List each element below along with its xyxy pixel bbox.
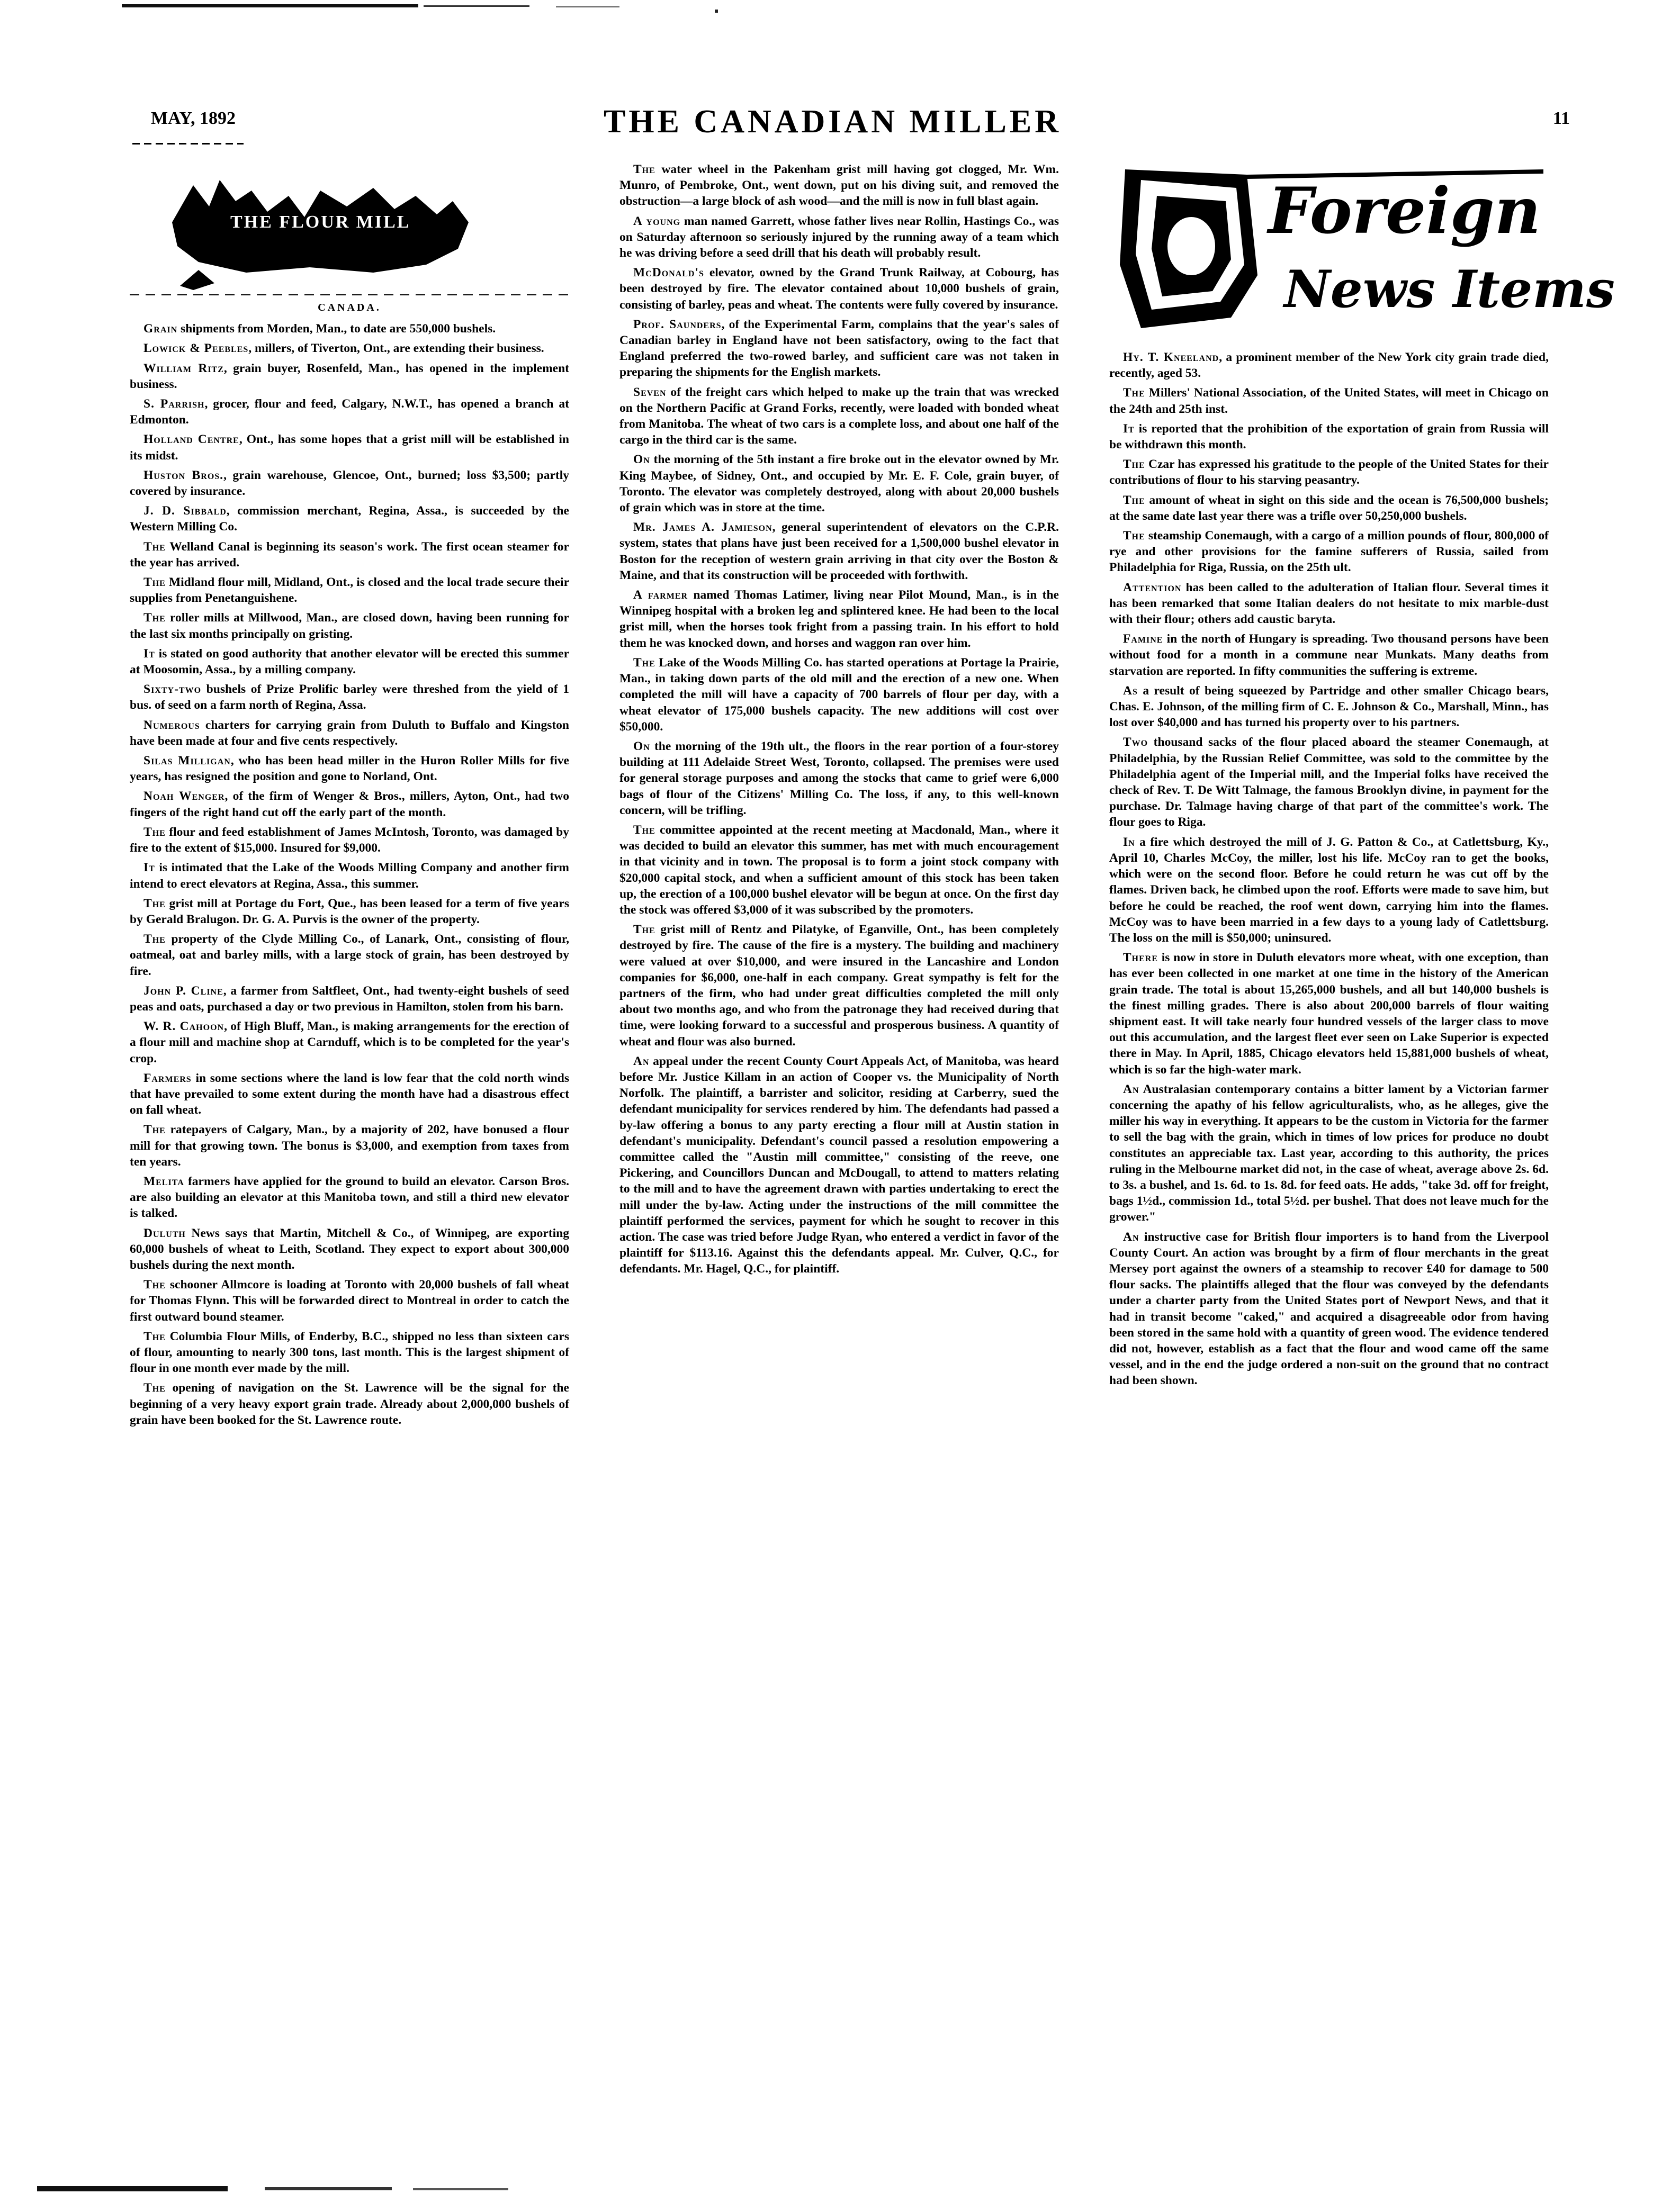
news-item <box>1109 834 1549 946</box>
news-item <box>130 467 569 499</box>
news-item-text: thousand sacks of the flour placed aboard the steamer Conemaugh, at Philadelphia, by the Russian Relief Committee, was sold to the committee by the Philadelphia agent of the Imperial mill, and the Imperial folks have received the check of Rev. T. De Witt Talmage, the famous Brooklyn divine, in payment for the purchase. Dr. Talmage having charge of that part of the committee's work. The flour goes to Riga. <box>1109 735 1549 829</box>
news-item <box>1109 631 1549 679</box>
news-item <box>130 1018 569 1067</box>
news-item-lead: Duluth <box>143 1226 186 1240</box>
svg-text:Foreign: Foreign <box>1268 174 1541 248</box>
news-item-lead: The <box>143 1381 166 1395</box>
news-item-text: , commission merchant, Regina, Assa., is succeeded by the Western Milling Co. <box>130 504 569 534</box>
flour-mill-logo <box>130 159 569 291</box>
news-item-lead: In <box>1123 835 1135 849</box>
news-item <box>1109 580 1549 628</box>
news-item-lead: The <box>143 611 166 625</box>
news-item <box>1109 950 1549 1078</box>
news-item-lead: Grain <box>143 322 178 336</box>
scan-noise-top <box>0 0 1653 21</box>
news-item-text: Midland flour mill, Midland, Ont., is closed and the local trade secure their supplies from Penetanguishene. <box>130 575 569 606</box>
news-item <box>130 717 569 749</box>
news-item-text: instructive case for British flour importers is to hand from the Liverpool County Court. An action was brought by a firm of flour merchants in the great Mersey port against the owners of a steamship to recover £40 for damage to 500 flour sacks. The plaintiffs alleged that the flour was conveyed by the defendants under a charter party from the United States port of Newport News, and that it had in transit become "caked," and acquired a disagreeable odor from having been stored in the same hold with a quantity of green wood. The evidence tendered did not, however, establish as a fact that the flour and wood came off the same vessel, and in the end the judge ordered a non-suit on the ground that no contract had been shown. <box>1109 1230 1549 1388</box>
news-item <box>130 1380 569 1428</box>
news-item-text: in some sections where the land is low fear that the cold north winds that have prevailed to some extent during the month have had a disastrous effect on fall wheat. <box>130 1071 569 1117</box>
news-item-lead: The <box>1123 457 1145 472</box>
news-item-text: in the north of Hungary is spreading. Two thousand persons have been without food for a month in a commune near Munkats. Many deaths from starvation are reported. In fifty communities the suffering is extreme. <box>1109 632 1549 678</box>
news-item-lead: There <box>1123 951 1158 965</box>
news-item <box>130 1329 569 1377</box>
news-item-lead: William Ritz <box>143 361 224 375</box>
news-item-text: farmers have applied for the ground to build an elevator. Carson Bros. are also building an elevator at this Manitoba town, and still a third new elevator is talked. <box>130 1174 569 1221</box>
news-item-text: committee appointed at the recent meeting at Macdonald, Man., where it was decided to build an elevator this summer, has met with much encouragement in that vicinity and in town. The proposal is to form a joint stock company with $20,000 capital stock, and when a sufficient amount of this stock has been taken up, the erection of a 100,000 bushel elevator will be begun at once. On the first day the stock was offered $3,000 of it was subscribed by the promoters. <box>619 823 1059 917</box>
news-item-text: grist mill at Portage du Fort, Que., has been leased for a term of five years by Gerald Bralugon. Dr. G. A. Purvis is the owner of the property. <box>130 896 569 926</box>
news-item-lead: Hy. T. Kneeland <box>1123 350 1219 364</box>
news-item <box>1109 1229 1549 1389</box>
news-item-lead: Two <box>1123 735 1148 750</box>
column-3 <box>1109 349 1549 1393</box>
news-item-lead: Melita <box>143 1174 184 1188</box>
news-item <box>619 213 1059 261</box>
news-item-text: Welland Canal is beginning its season's work. The first ocean steamer for the year has arrived. <box>130 539 569 570</box>
news-item <box>130 340 569 356</box>
news-item-lead: Prof. Saunders <box>633 317 722 331</box>
news-item-text: , grain buyer, Rosenfeld, Man., has opened in the implement business. <box>130 361 569 391</box>
news-item-text: is now in store in Duluth elevators more wheat, with one exception, than has ever been collected in one market at one time in the history of the American grain trade. The total is about 15,265,000 bushels, and all but 140,000 bushels is the finest milling grades. There is also about 200,000 barrels of flour waiting shipment east. It will take nearly four hundred vessels of the larger class to move out this accumulation, and the largest fleet ever seen on Lake Superior is expected there in May. In April, 1885, Chicago elevators held 15,881,000 bushels of wheat, which is so far the high-water mark. <box>1109 951 1549 1077</box>
news-item-lead: As <box>1123 683 1138 698</box>
news-item <box>1109 421 1549 453</box>
news-item-lead: It <box>1123 421 1135 436</box>
news-item-text: shipments from Morden, Man., to date are 550,000 bushels. <box>177 322 496 336</box>
news-item-text: , a prominent member of the New York city grain trade died, recently, aged 53. <box>1109 350 1549 381</box>
news-item-text: steamship Conemaugh, with a cargo of a million pounds of flour, 800,000 of rye and other provisions for the famine sufferers of Russia, sailed from Philadelphia for Riga, Russia, on the 25th ult. <box>1109 529 1549 575</box>
news-item-text: water wheel in the Pakenham grist mill having got clogged, Mr. Wm. Munro, of Pembroke, Ont., went down, put on his diving suit, and removed the obstruction—a large block of ash wood—and the mill is now in full blast again. <box>619 162 1059 209</box>
news-item <box>130 1225 569 1274</box>
news-item-lead: Holland Centre <box>143 432 239 447</box>
news-item-lead: The <box>633 655 655 670</box>
news-item-lead: The <box>1123 386 1145 400</box>
news-item-lead: Mr. James A. Jamieson <box>633 520 772 535</box>
news-item <box>1109 1081 1549 1225</box>
foreign-news-logo <box>1109 159 1615 344</box>
news-item-lead: An <box>1123 1230 1139 1244</box>
news-item <box>619 161 1059 210</box>
news-item <box>130 788 569 820</box>
news-item-text: ratepayers of Calgary, Man., by a majority of 202, have bonused a flour mill for that growing town. The bonus is $3,000, and exemption from taxes from ten years. <box>130 1123 569 1169</box>
news-item-text: , Ont., has some hopes that a grist mill will be established in its midst. <box>130 432 569 463</box>
news-item <box>130 1070 569 1118</box>
news-item-lead: Attention <box>1123 580 1182 594</box>
news-item-lead: A farmer <box>633 588 688 602</box>
news-item-lead: J. D. Sibbald <box>143 504 227 518</box>
news-item <box>130 646 569 678</box>
news-item-lead: Sixty-two <box>143 682 202 697</box>
news-item-text: named Thomas Latimer, living near Pilot Mound, Man., is in the Winnipeg hospital with a broken leg and splintered knee. He had been to the local grist mill, when the horses took fright from a passing train. In his effort to hold them he was knocked down, and horses and waggon ran over him. <box>619 588 1059 650</box>
news-item <box>619 822 1059 918</box>
masthead-title: THE CANADIAN MILLER <box>604 104 1062 140</box>
news-item <box>1109 349 1549 381</box>
news-item-lead: McDonald's <box>633 266 704 280</box>
news-item-text: , grocer, flour and feed, Calgary, N.W.T., has opened a branch at Edmonton. <box>130 397 569 427</box>
section-rule <box>130 294 569 295</box>
news-item-lead: John P. Cline <box>143 983 223 998</box>
news-item-text: grist mill of Rentz and Pilatyke, of Eganville, Ont., has been completely destroyed by fire. The cause of the fire is a mystery. The building and machinery were valued at over $10,000, and were insured in the Lancashire and London companies for $6,000, one-half in each company. Great sympathy is felt for the partners of the firm, who had under great difficulties completed the mill only about two months ago, and who from the patronage they had received during that time, were looking forward to a successful and prosperous business. A quantity of wheat and flour was also burned. <box>619 923 1059 1049</box>
news-item-text: opening of navigation on the St. Lawrence will be the signal for the beginning of a very heavy export grain trade. Already about 2,000,000 bushels of grain have been booked for the St. Lawrence route. <box>130 1381 569 1427</box>
news-item <box>130 896 569 927</box>
news-item <box>1109 385 1549 417</box>
news-item-text: Lake of the Woods Milling Co. has started operations at Portage la Prairie, Man., in taking down parts of the old mill and the erection of a new one. When completed the mill will have a capacity of 700 barrels of flour per day, with a wheat elevator of 175,000 bushels capacity. The new additions will cost over $50,000. <box>619 655 1059 734</box>
news-item <box>619 452 1059 516</box>
news-item-lead: The <box>143 539 166 554</box>
news-item-text: Australasian contemporary contains a bitter lament by a Victorian farmer concerning the apathy of his fellow agriculturalists, who, as he alleges, give the miller his way in everything. It appears to be the custom in Victoria for the farmer to sell the bag with the grain, which in times of low prices for produce no doubt constitutes an appreciable tax. Last year, according to this authority, the prices ruling in the Melbourne market did not, in the case of wheat, average above 2s. 6d. to 3s. a bushel, and 1s. 6d. to 1s. 8d. for feed oats. He adds, "take 3d. off for freight, bags 1½d., commission 1d., total 5½d. per bushel. That does not leave much for the grower." <box>1109 1082 1549 1224</box>
issue-date: MAY, 1892 <box>151 109 236 128</box>
news-item-lead: On <box>633 739 650 753</box>
foreign-news-illustration-icon <box>1109 159 1615 344</box>
news-item <box>130 610 569 642</box>
news-item-lead: The <box>633 823 655 837</box>
news-item-text: , who has been head miller in the Huron Roller Mills for five years, has resigned the position and gone to Norland, Ont. <box>130 754 569 784</box>
news-item <box>130 860 569 891</box>
news-item-text: , grain warehouse, Glencoe, Ont., burned; loss $3,500; partly covered by insurance. <box>130 468 569 499</box>
news-item <box>130 1173 569 1222</box>
page-header <box>151 103 1570 146</box>
news-item-text: man named Garrett, whose father lives near Rollin, Hastings Co., was on Saturday afternoon so seriously injured by the running away of a team which he was driving before a seed drill that his death will probably result. <box>619 214 1059 260</box>
news-item <box>130 753 569 784</box>
news-item-lead: Numerous <box>143 718 200 732</box>
news-item-text: , of High Bluff, Man., is making arrangements for the erection of a flour mill and machine shop at Carnduff, which is to be completed for the year's crop. <box>130 1019 569 1066</box>
news-item <box>619 655 1059 735</box>
news-item <box>130 360 569 392</box>
news-item-lead: The <box>143 1123 166 1137</box>
news-item-text: the morning of the 5th instant a fire broke out in the elevator owned by Mr. King Maybee, of Sidney, Ont., and occupied by Mr. E. F. Cole, grain buyer, of Toronto. The elevator was completely destroyed, along with about 20,000 bushels of grain which was in store at the time. <box>619 453 1059 515</box>
news-item-lead: It <box>143 646 155 661</box>
news-item-lead: Huston Bros. <box>143 468 224 482</box>
column-2 <box>619 161 1059 1281</box>
news-item-lead: The <box>143 575 166 590</box>
news-item <box>619 587 1059 651</box>
news-item-lead: Silas Milligan <box>143 754 231 768</box>
news-item <box>619 738 1059 818</box>
news-item-lead: Farmers <box>143 1071 192 1085</box>
news-item-text: , a farmer from Saltfleet, Ont., had twenty-eight bushels of seed peas and oats, purchased a day or two previous in Hamilton, stolen from his barn. <box>130 983 569 1014</box>
news-item-text: a fire which destroyed the mill of J. G. Patton & Co., at Catlettsburg, Ky., April 10, Charles McCoy, the miller, lost his life. McCoy ran to get the books, which were on the second floor. Before he could return he was cut off by the flames. Driven back, he climbed upon the roof. Efforts were made to save him, but before he could be reached, the roof went down, carrying him into the flames. McCoy was to have been married in a few days to a young lady of Catlettsburg. The loss on the mill is $50,000; uninsured. <box>1109 835 1549 945</box>
news-item-text: a result of being squeezed by Partridge and other smaller Chicago bears, Chas. E. Johnson, of the milling firm of C. E. Johnson & Co., Marshall, Minn., has lost over $40,000 and has turned his property over to his partners. <box>1109 683 1549 730</box>
news-item-lead: It <box>143 861 155 875</box>
news-item <box>130 824 569 856</box>
news-item <box>130 681 569 713</box>
news-item <box>619 317 1059 381</box>
news-item <box>619 384 1059 448</box>
column-1 <box>130 159 569 1432</box>
news-item-lead: On <box>633 453 650 467</box>
news-item <box>130 983 569 1015</box>
news-item <box>130 503 569 535</box>
news-item-lead: Noah Wenger <box>143 789 225 803</box>
news-item-text: property of the Clyde Milling Co., of Lanark, Ont., consisting of flour, oatmeal, oat and barley mills, with a large stock of grain, has been destroyed by fire. <box>130 932 569 978</box>
news-item-lead: An <box>1123 1082 1139 1096</box>
news-item-lead: An <box>633 1054 650 1068</box>
news-item-text: , general superintendent of elevators on the C.P.R. system, states that plans have just been received for a 1,500,000 bushel elevator in Boston for the reception of western grain arriving in that city over the Boston & Maine, and that its construction will be proceeded with forthwith. <box>619 520 1059 582</box>
news-item-text: elevator, owned by the Grand Trunk Railway, at Cobourg, has been destroyed by fire. The elevator contained about 10,000 bushels of grain, consisting of barley, peas and wheat. The contents were fully covered by insurance. <box>619 266 1059 312</box>
news-item-text: Millers' National Association, of the United States, will meet in Chicago on the 24th and 25th inst. <box>1109 386 1549 416</box>
news-item-text: Columbia Flour Mills, of Enderby, B.C., shipped no less than sixteen cars of flour, amounting to nearly 300 tons, last month. This is the largest shipment of flour in one month ever made by the mill. <box>130 1329 569 1376</box>
news-item-lead: The <box>1123 529 1145 543</box>
news-item <box>130 574 569 606</box>
news-item <box>130 396 569 428</box>
news-item-text: , of the firm of Wenger & Bros., millers, Ayton, Ont., had two fingers of the right hand cut off the early part of the month. <box>130 789 570 819</box>
news-item <box>130 431 569 463</box>
news-item-text: Czar has expressed his gratitude to the people of the United States for their contributions of flour to his starving peasantry. <box>1109 457 1549 487</box>
news-item-text: is stated on good authority that another elevator will be erected this summer at Moosomin, Assa., by a milling company. <box>130 646 569 677</box>
header-rule <box>132 143 244 145</box>
flour-mill-illustration-icon <box>130 159 569 291</box>
news-item-lead: Seven <box>633 385 667 399</box>
news-item-text: , of the Experimental Farm, complains that the year's sales of Canadian barley in England have not been satisfactory, owing to the fact that England preferred the two-rowed barley, and sufficient care was not taken in preparing the shipments for the English markets. <box>619 317 1059 380</box>
scan-noise-bottom <box>0 2175 1653 2202</box>
news-item-text: bushels of Prize Prolific barley were threshed from the yield of 1 bus. of seed on a farm north of Regina, Assa. <box>130 682 569 712</box>
news-item <box>130 321 569 337</box>
news-item <box>619 922 1059 1050</box>
news-item-lead: The <box>1123 493 1145 507</box>
section-heading-canada: CANADA. <box>318 302 381 313</box>
news-item-text: flour and feed establishment of James McIntosh, Toronto, was damaged by fire to the extent of $15,000. Insured for $9,000. <box>130 825 569 855</box>
news-item-lead: S. Parrish <box>143 397 205 411</box>
news-item-text: schooner Allmcore is loading at Toronto with 20,000 bushels of fall wheat for Thomas Flynn. This will be forwarded direct to Montreal in order to catch the first outward bound steamer. <box>130 1278 569 1324</box>
news-item-lead: The <box>143 825 166 839</box>
news-item-lead: Famine <box>1123 632 1163 646</box>
news-item-lead: The <box>633 923 655 937</box>
news-item-text: , millers, of Tiverton, Ont., are extending their business. <box>248 341 544 356</box>
news-item-text: appeal under the recent County Court Appeals Act, of Manitoba, was heard before Mr. Justice Killam in an action of Cooper vs. the Municipality of North Norfolk. The plaintiff, a barrister and solicitor, residing at Carberry, sued the defendant municipality for services rendered by him. The defendants had passed a by-law offering a bonus to any party erecting a flour mill at Austin station in defendant's municipality. Defendant's council passed a resolution empowering a committee called the "Austin mill committee," consisting of the reeve, one Pickering, and Councillors Duncan and McDougall, to attend to matters relating to the mill and to have the agreement drawn with parties undertaking to erect the mill under the by-law. Acting under the instructions of the mill committee the plaintiff performed the services, payment for which he sought to recover in this action. The case was tried before Judge Ryan, who entered a verdict in favor of the plaintiff for $113.16. Against this the defendants appeal. Mr. Culver, Q.C., for defendants. Mr. Hagel, Q.C., for plaintiff. <box>619 1054 1059 1276</box>
news-item <box>1109 734 1549 830</box>
news-item-text: is intimated that the Lake of the Woods Milling Company and another firm intend to erect elevators at Regina, Assa., this summer. <box>130 861 569 891</box>
news-item-text: of the freight cars which helped to make up the train that was wrecked on the Northern Pacific at Grand Forks, recently, were loaded with bonded wheat from Manitoba. The wheat of two cars is a complete loss, and about one half of the cargo in the third car is the same. <box>619 385 1059 447</box>
news-item-lead: The <box>143 1278 166 1292</box>
news-item-lead: W. R. Cahoon <box>143 1019 224 1034</box>
news-item-lead: A young <box>633 214 681 228</box>
news-item <box>130 931 569 979</box>
news-item-text: the morning of the 19th ult., the floors in the rear portion of a four-storey building at 111 Adelaide Street West, Toronto, collapsed. The premises were used for general storage purposes and among the stocks that came to grief were 6,000 bags of flour of the Citizens' Milling Co. The loss, if any, to this well-known concern, will be trifling. <box>619 739 1059 817</box>
news-item <box>1109 683 1549 731</box>
news-item-text: is reported that the prohibition of the exportation of grain from Russia will be withdrawn this month. <box>1109 421 1549 452</box>
news-item <box>130 539 569 571</box>
svg-text:THE FLOUR MILL: THE FLOUR MILL <box>230 212 411 232</box>
page-number: 11 <box>1552 109 1570 128</box>
news-item <box>619 1053 1059 1277</box>
news-item <box>619 265 1059 313</box>
news-item <box>1109 528 1549 576</box>
news-item-text: charters for carrying grain from Duluth to Buffalo and Kingston have been made at four and five cents respectively. <box>130 718 569 748</box>
news-item-text: roller mills at Millwood, Man., are closed down, having been running for the last six months principally on gristing. <box>130 611 569 641</box>
news-item <box>130 1122 569 1170</box>
news-item-text: amount of wheat in sight on this side and the ocean is 76,500,000 bushels; at the same date last year there was a trifle over 50,250,000 bushels. <box>1109 493 1549 523</box>
news-item-text: has been called to the adulteration of Italian flour. Several times it has been remarked that some Italian dealers do not hesitate to mix marble-dust with their flour; others add caustic baryta. <box>1109 580 1549 627</box>
svg-text:News Items: News Items <box>1284 259 1615 319</box>
news-item-lead: The <box>143 1329 166 1343</box>
news-item <box>130 1277 569 1325</box>
news-item-text: News says that Martin, Mitchell & Co., of Winnipeg, are exporting 60,000 bushels of wheat to Leith, Scotland. They expect to export about 300,000 bushels during the next month. <box>130 1226 569 1272</box>
news-item <box>1109 492 1549 524</box>
news-item-lead: The <box>143 932 166 946</box>
news-item <box>1109 456 1549 488</box>
news-item-lead: The <box>143 896 166 910</box>
news-item-lead: Lowick & Peebles <box>143 341 249 356</box>
news-item <box>619 519 1059 583</box>
news-item-lead: The <box>633 162 655 176</box>
